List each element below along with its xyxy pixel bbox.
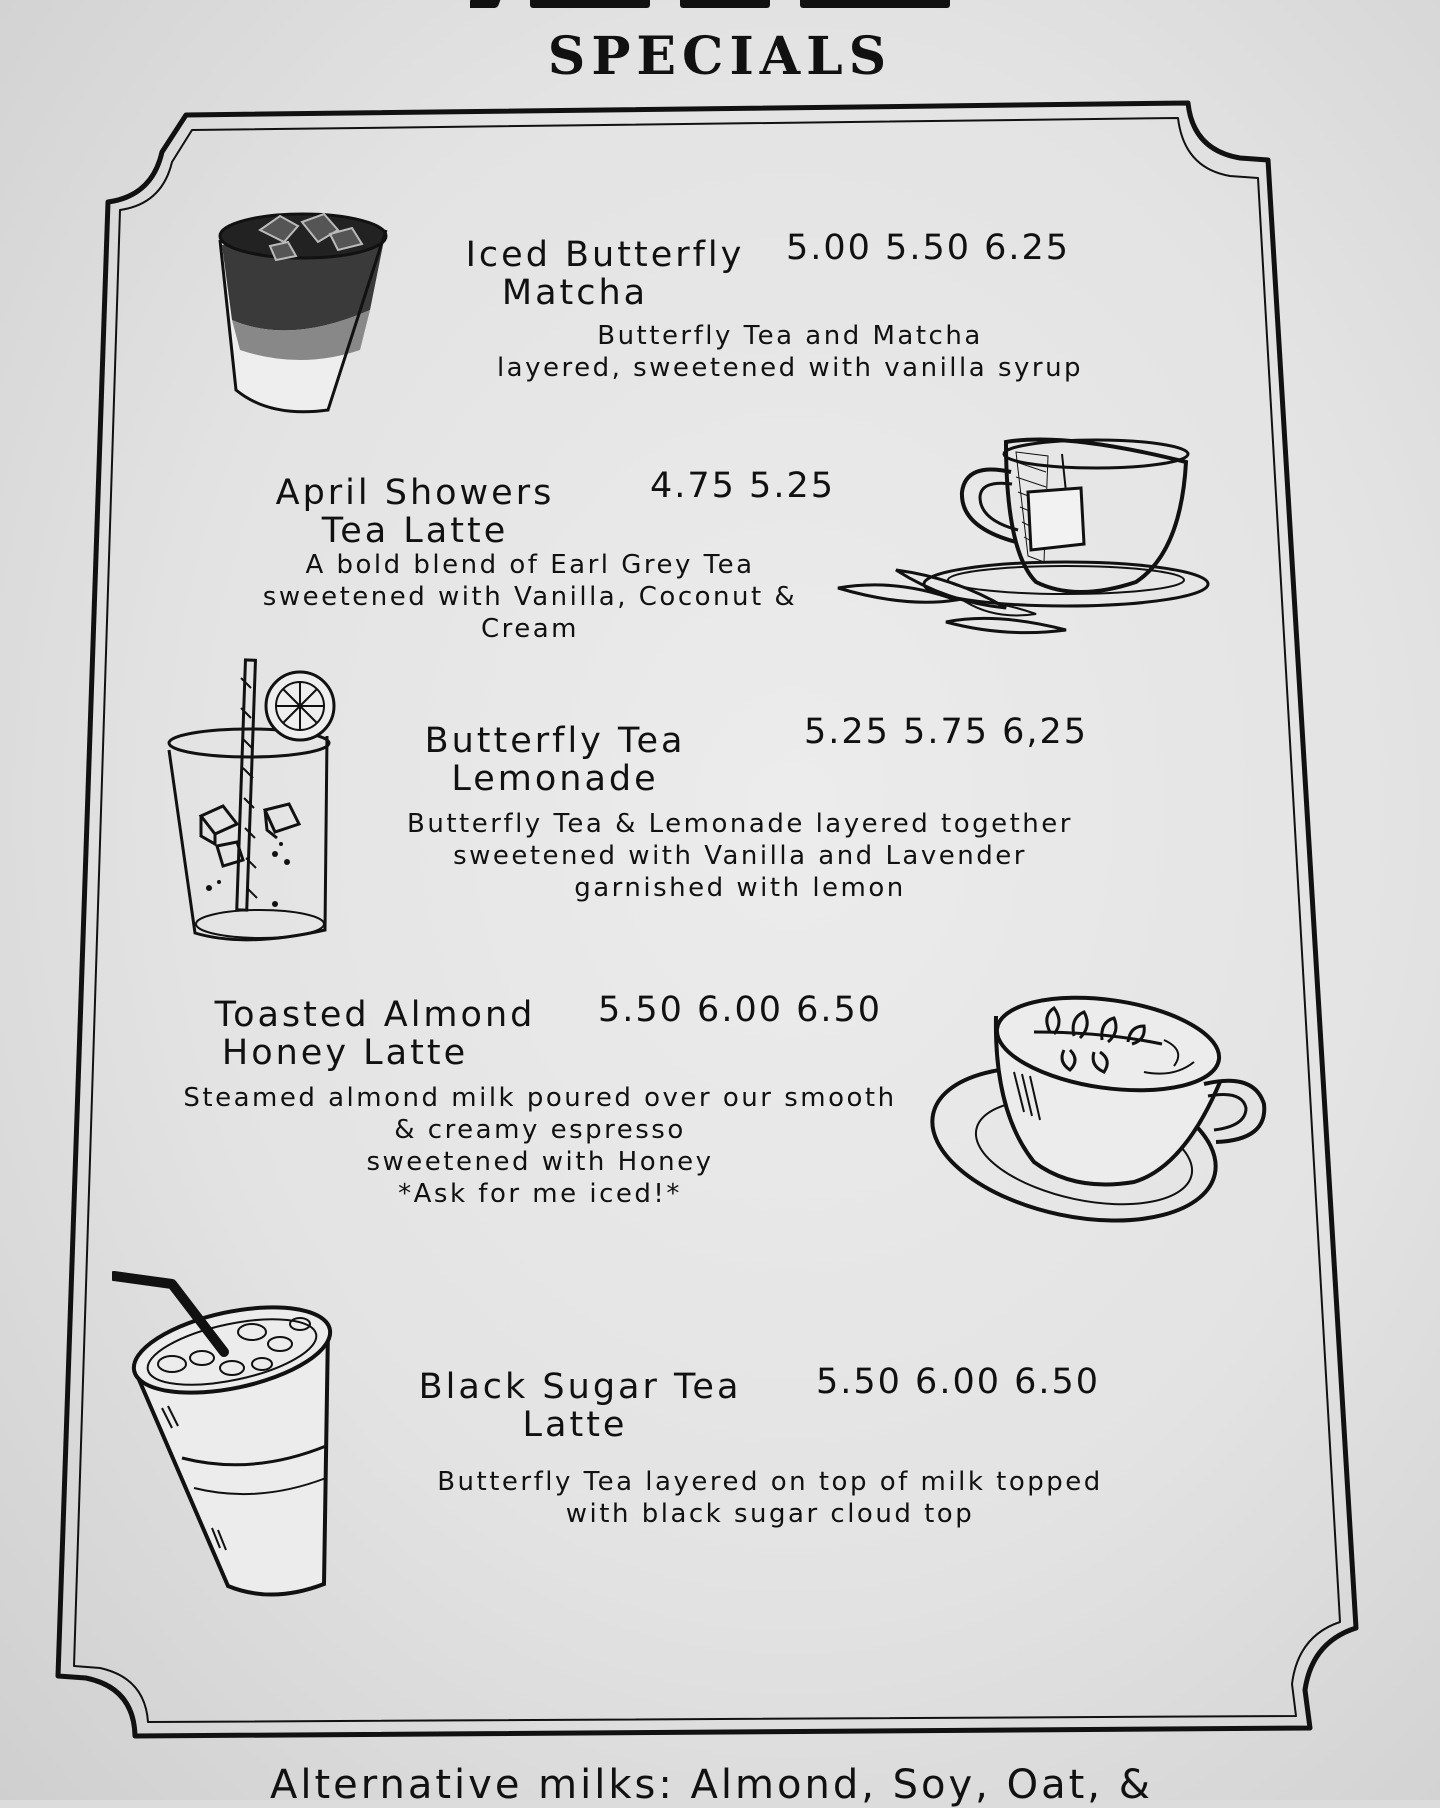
description-line: sweetened with Honey <box>366 1147 714 1177</box>
item-name-line: Toasted Almond <box>214 995 536 1035</box>
description-line: *Ask for me iced!* <box>398 1179 682 1209</box>
description-line: & creamy espresso <box>394 1115 686 1145</box>
item-name-line: April Showers <box>275 473 555 513</box>
item-prices: 5.00 5.50 6.25 <box>786 228 1071 268</box>
description-line: Butterfly Tea and Matcha <box>597 321 983 351</box>
item-prices: 5.50 6.00 6.50 <box>598 990 883 1030</box>
alternative-milks-note: Alternative milks: Almond, Soy, Oat, & <box>270 1762 1153 1808</box>
latte-cup-icon <box>924 992 1274 1236</box>
teacup-with-teabag-icon <box>836 432 1216 652</box>
item-prices: 5.25 5.75 6,25 <box>804 712 1089 752</box>
item-name-line: Matcha <box>501 273 649 313</box>
description-line: layered, sweetened with vanilla syrup <box>496 353 1084 383</box>
item-name-line: Butterfly Tea <box>424 721 686 761</box>
item-name-iced-butterfly-matcha <box>455 236 755 312</box>
item-name-line: Black Sugar Tea <box>418 1367 742 1407</box>
description-line: Cream <box>480 614 580 644</box>
description-line: Butterfly Tea layered on top of milk topped <box>437 1467 1103 1497</box>
description-line: A bold blend of Earl Grey Tea <box>305 550 755 580</box>
item-name-toasted-almond-honey-latte <box>190 996 560 1072</box>
item-name-line: Iced Butterfly <box>465 235 745 275</box>
description-line: sweetened with Vanilla, Coconut & <box>262 582 798 612</box>
description-line: garnished with lemon <box>574 873 906 903</box>
item-name-butterfly-tea-lemonade <box>400 722 710 798</box>
layered-iced-drink-icon <box>210 200 400 430</box>
item-description <box>230 549 830 645</box>
item-name-line: Tea Latte <box>321 511 509 551</box>
lemonade-glass-icon <box>165 658 345 948</box>
item-name-line: Lemonade <box>451 759 659 799</box>
description-line: sweetened with Vanilla and Lavender <box>453 841 1027 871</box>
item-prices: 5.50 6.00 6.50 <box>816 1362 1101 1402</box>
menu-title: SPECIALS <box>547 26 893 87</box>
cropped-heading <box>470 0 970 14</box>
item-prices: 4.75 5.25 <box>650 466 835 506</box>
item-name-line: Honey Latte <box>221 1033 469 1073</box>
item-name-line: Latte <box>522 1405 628 1445</box>
item-description <box>400 808 1080 904</box>
description-line: Butterfly Tea & Lemonade layered together <box>407 809 1073 839</box>
description-line: with black sugar cloud top <box>565 1499 975 1529</box>
item-name-april-showers-tea-latte <box>250 474 580 550</box>
iced-cup-with-straw-icon <box>112 1268 338 1604</box>
item-name-black-sugar-tea-latte <box>400 1368 760 1444</box>
item-description <box>410 1466 1130 1530</box>
item-description <box>490 320 1090 384</box>
description-line: Steamed almond milk poured over our smooth <box>183 1083 897 1113</box>
item-description <box>180 1082 900 1210</box>
